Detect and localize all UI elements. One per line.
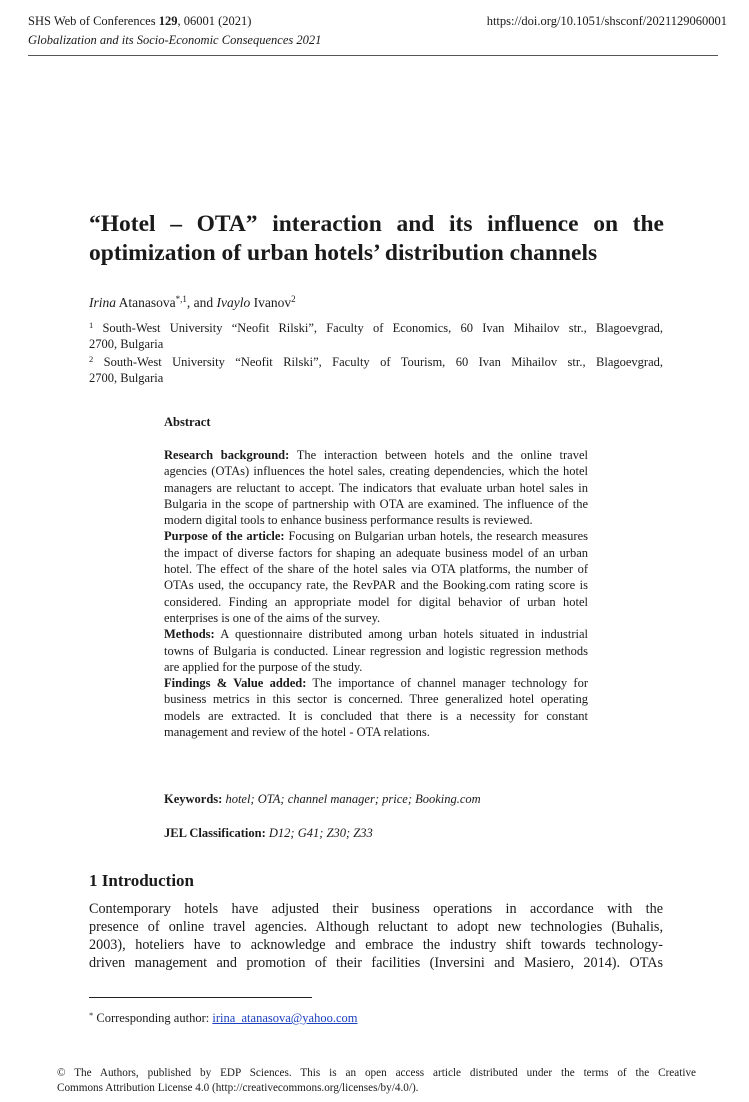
title-line-1: “Hotel – OTA” interaction and its influence on the xyxy=(89,211,664,237)
keywords-label: Keywords: xyxy=(164,792,223,806)
affiliation-2-number: 2 xyxy=(89,354,94,364)
footnote xyxy=(89,1010,358,1026)
author-list xyxy=(89,294,296,312)
abstract-methods xyxy=(164,626,588,675)
jel-text: D12; G41; Z30; Z33 xyxy=(265,826,373,840)
methods-text: A questionnaire distributed among urban hotels situated in industrial towns of Bulgaria is conducted. Linear regression and logistic regression methods are applied for the purpose of the study. xyxy=(164,627,588,674)
purpose-text: Focusing on Bulgarian urban hotels, the research measures the impact of diverse factors for shaping an adequate business model of an urban hotel. The effect of the share of the hotel sales via OTA platforms, the number of OTAs used, the occupancy rate, the RevPAR and the Booking.com rating score is considered. Finding an appropriate model for digital behavior of urban hotel enterprises is one of the aims of the survey. xyxy=(164,529,588,625)
doi-link[interactable]: https://doi.org/10.1051/shsconf/2021129060001 xyxy=(486,14,727,28)
abstract-background xyxy=(164,447,588,528)
journal-volume: 129 xyxy=(158,14,178,28)
affiliation-1-text: South-West University “Neofit Rilski”, Faculty of Economics, 60 Ivan Mihailov str., Blagoevgrad, xyxy=(93,321,663,335)
purpose-label: Purpose of the article: xyxy=(164,529,285,544)
affiliation-1-line-1 xyxy=(89,320,663,336)
findings-text: The importance of channel manager technology for business metrics in this sector is concerned. Three generalized hotel operating models are extracted. It is concluded that there is a necessity for constant management and review of the hotel - OTA relations. xyxy=(164,676,588,740)
intro-line-1: Contemporary hotels have adjusted their business operations in accordance with the xyxy=(89,901,663,917)
author-1-first: Irina xyxy=(89,295,116,310)
keywords-text: hotel; OTA; channel manager; price; Booking.com xyxy=(222,792,481,806)
footnote-divider xyxy=(89,997,312,998)
affiliation-2-line-2: 2700, Bulgaria xyxy=(89,371,164,385)
conference-name: Globalization and its Socio-Economic Consequences 2021 xyxy=(28,33,322,47)
affiliation-1-line-2: 2700, Bulgaria xyxy=(89,337,164,351)
author-1-sup: *,1 xyxy=(175,294,187,304)
author-1-last: Atanasova xyxy=(116,295,176,310)
author-2-first: Ivaylo xyxy=(216,295,251,310)
methods-label: Methods: xyxy=(164,627,215,642)
affiliation-2-text: South-West University “Neofit Rilski”, Faculty of Tourism, 60 Ivan Mihailov str., Blagoevgrad, xyxy=(93,355,663,369)
affiliation-2 xyxy=(89,354,663,386)
author-email-link[interactable]: irina_atanasova@yahoo.com xyxy=(212,1011,358,1025)
jel-classification xyxy=(164,825,373,841)
author-separator: , and xyxy=(186,295,217,310)
header-divider xyxy=(28,55,718,56)
author-2-sup: 2 xyxy=(291,294,296,304)
journal-citation xyxy=(28,13,251,30)
background-text: The interaction between hotels and the online travel agencies (OTAs) influences the hotel sales, creating dependencies, which the hotel managers are reluctant to accept. The indicators that evaluate urban hotel sales in Bulgaria in the scope of partnership with OTA are examined. The influence of the modern digital tools to enhance business performance results is reviewed. xyxy=(164,448,588,528)
author-2-last: Ivanov xyxy=(250,295,292,310)
affiliation-2-line-1 xyxy=(89,354,663,370)
footnote-mark: * xyxy=(89,1010,94,1020)
footnote-text: Corresponding author: xyxy=(93,1011,213,1025)
findings-label: Findings & Value added: xyxy=(164,676,307,691)
affiliation-1-number: 1 xyxy=(89,320,94,330)
keywords xyxy=(164,791,481,807)
title-line-2: optimization of urban hotels’ distribution channels xyxy=(89,240,598,266)
license-line-1: © The Authors, published by EDP Sciences. This is an open access article distributed under the terms of the Creative xyxy=(57,1067,696,1079)
license-line-2: Commons Attribution License 4.0 (http://creativecommons.org/licenses/by/4.0/). xyxy=(57,1081,419,1094)
abstract-purpose xyxy=(164,528,588,626)
introduction-body xyxy=(89,900,663,972)
intro-line-2: presence of online travel agencies. Although reluctant to adopt new technologies (Buhalis, xyxy=(89,919,663,935)
license-notice xyxy=(57,1066,696,1095)
intro-line-4: driven management and promotion of their facilities (Inversini and Masiero, 2014). OTAs xyxy=(89,955,663,971)
article-number: , 06001 (2021) xyxy=(177,14,252,28)
paper-title xyxy=(89,210,664,268)
abstract-findings xyxy=(164,675,588,740)
affiliation-1 xyxy=(89,320,663,352)
jel-label: JEL Classification: xyxy=(164,826,266,840)
journal-name: SHS Web of Conferences xyxy=(28,14,156,28)
background-label: Research background: xyxy=(164,448,290,462)
intro-line-3: 2003), hoteliers have to acknowledge and embrace the industry shift towards technology- xyxy=(89,937,663,953)
abstract-heading: Abstract xyxy=(164,415,211,429)
section-heading: 1 Introduction xyxy=(89,871,195,890)
abstract-body xyxy=(164,447,588,740)
